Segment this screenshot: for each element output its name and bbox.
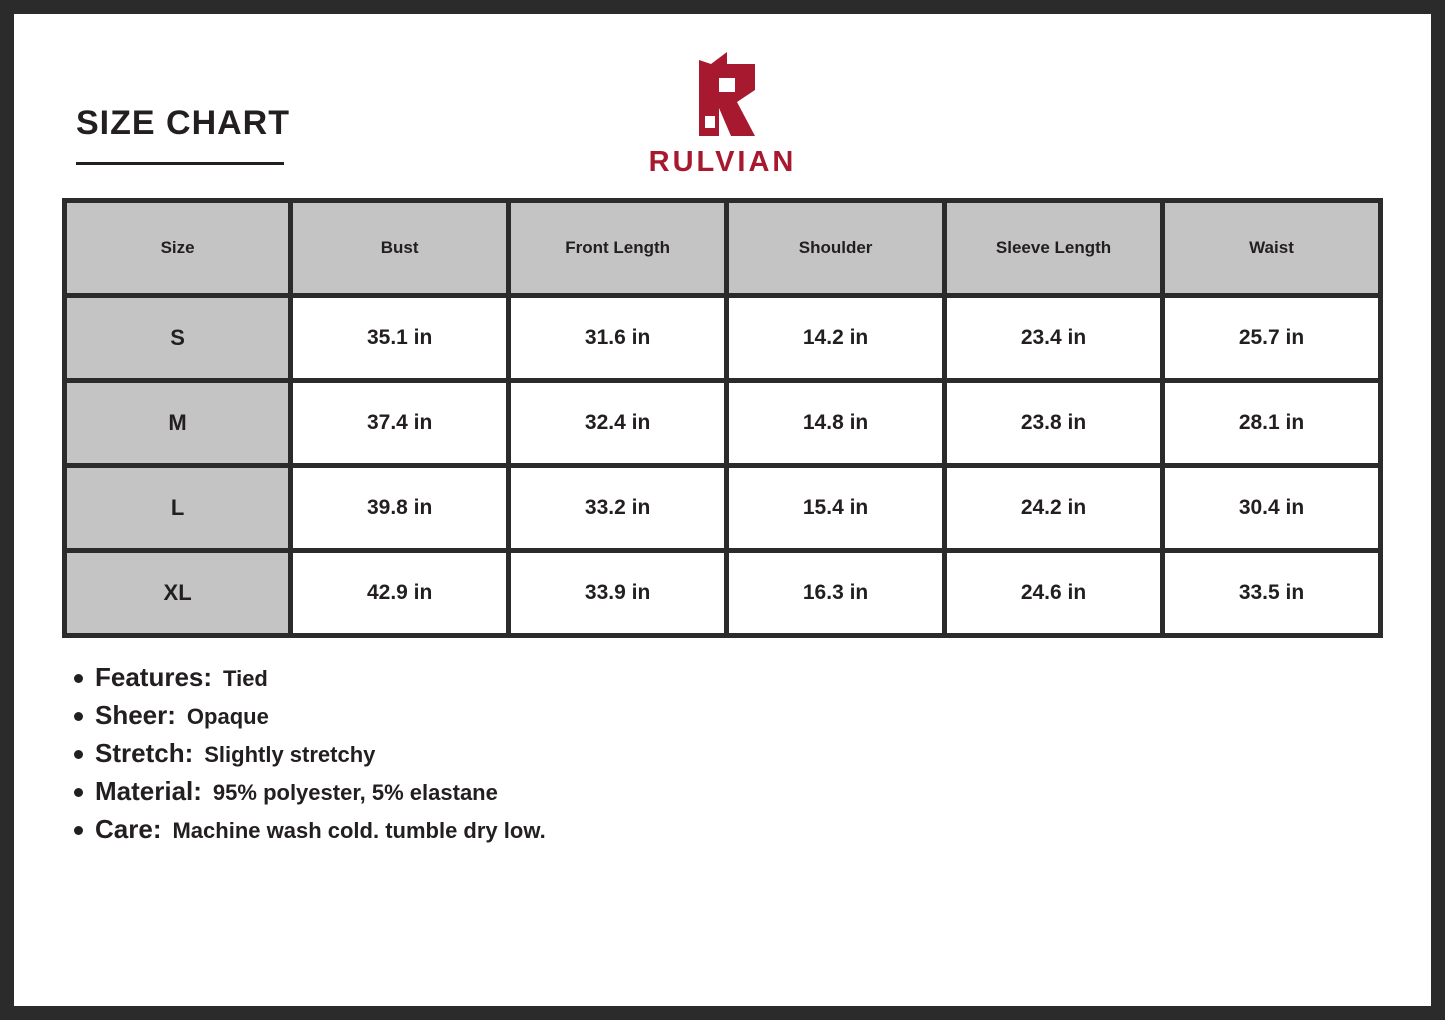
detail-label: Stretch: [95,738,194,768]
cell-bust: 37.4 in [293,383,506,463]
cell-size: S [67,298,288,378]
header [28,28,1417,198]
detail-value: Slightly stretchy [204,742,376,767]
cell-size: XL [67,553,288,633]
cell-shoulder: 14.8 in [729,383,942,463]
brand-block [28,50,1417,179]
column-header-shoulder: Shoulder [729,203,942,293]
cell-waist: 33.5 in [1165,553,1378,633]
cell-front-length: 31.6 in [511,298,724,378]
detail-label: Sheer: [95,700,176,730]
rulvian-r-monogram-icon [675,50,771,142]
table-row [67,468,1378,548]
table-row [67,298,1378,378]
cell-front-length: 33.2 in [511,468,724,548]
detail-value: 95% polyester, 5% elastane [212,780,498,805]
list-item [74,700,1417,731]
cell-front-length: 32.4 in [511,383,724,463]
cell-waist: 30.4 in [1165,468,1378,548]
list-item [74,662,1417,693]
bullet-icon [74,788,83,797]
list-item [74,738,1417,769]
cell-shoulder: 14.2 in [729,298,942,378]
cell-sleeve-length: 23.4 in [947,298,1160,378]
bullet-icon [74,826,83,835]
column-header-front-length: Front Length [511,203,724,293]
cell-shoulder: 15.4 in [729,468,942,548]
detail-label: Care: [95,814,162,844]
table-header-row [67,203,1378,293]
bullet-icon [74,674,83,683]
table-row [67,553,1378,633]
size-table-wrap [62,198,1383,638]
size-chart-table [62,198,1383,638]
cell-waist: 28.1 in [1165,383,1378,463]
cell-front-length: 33.9 in [511,553,724,633]
cell-sleeve-length: 24.6 in [947,553,1160,633]
bullet-icon [74,712,83,721]
column-header-sleeve-length: Sleeve Length [947,203,1160,293]
list-item [74,814,1417,845]
cell-sleeve-length: 23.8 in [947,383,1160,463]
table-row [67,383,1378,463]
page-content [28,28,1417,992]
brand-name: RULVIAN [648,146,797,178]
detail-value: Tied [223,666,268,691]
cell-size: L [67,468,288,548]
cell-waist: 25.7 in [1165,298,1378,378]
column-header-bust: Bust [293,203,506,293]
column-header-waist: Waist [1165,203,1378,293]
cell-bust: 35.1 in [293,298,506,378]
cell-bust: 42.9 in [293,553,506,633]
product-details-list [74,662,1417,845]
detail-value: Opaque [186,704,269,729]
column-header-size: Size [67,203,288,293]
list-item [74,776,1417,807]
detail-label: Features: [95,662,213,692]
cell-size: M [67,383,288,463]
cell-bust: 39.8 in [293,468,506,548]
detail-value: Machine wash cold. tumble dry low. [172,818,546,843]
cell-sleeve-length: 24.2 in [947,468,1160,548]
bullet-icon [74,750,83,759]
cell-shoulder: 16.3 in [729,553,942,633]
page-title: SIZE CHART [76,104,290,142]
detail-label: Material: [95,776,202,806]
